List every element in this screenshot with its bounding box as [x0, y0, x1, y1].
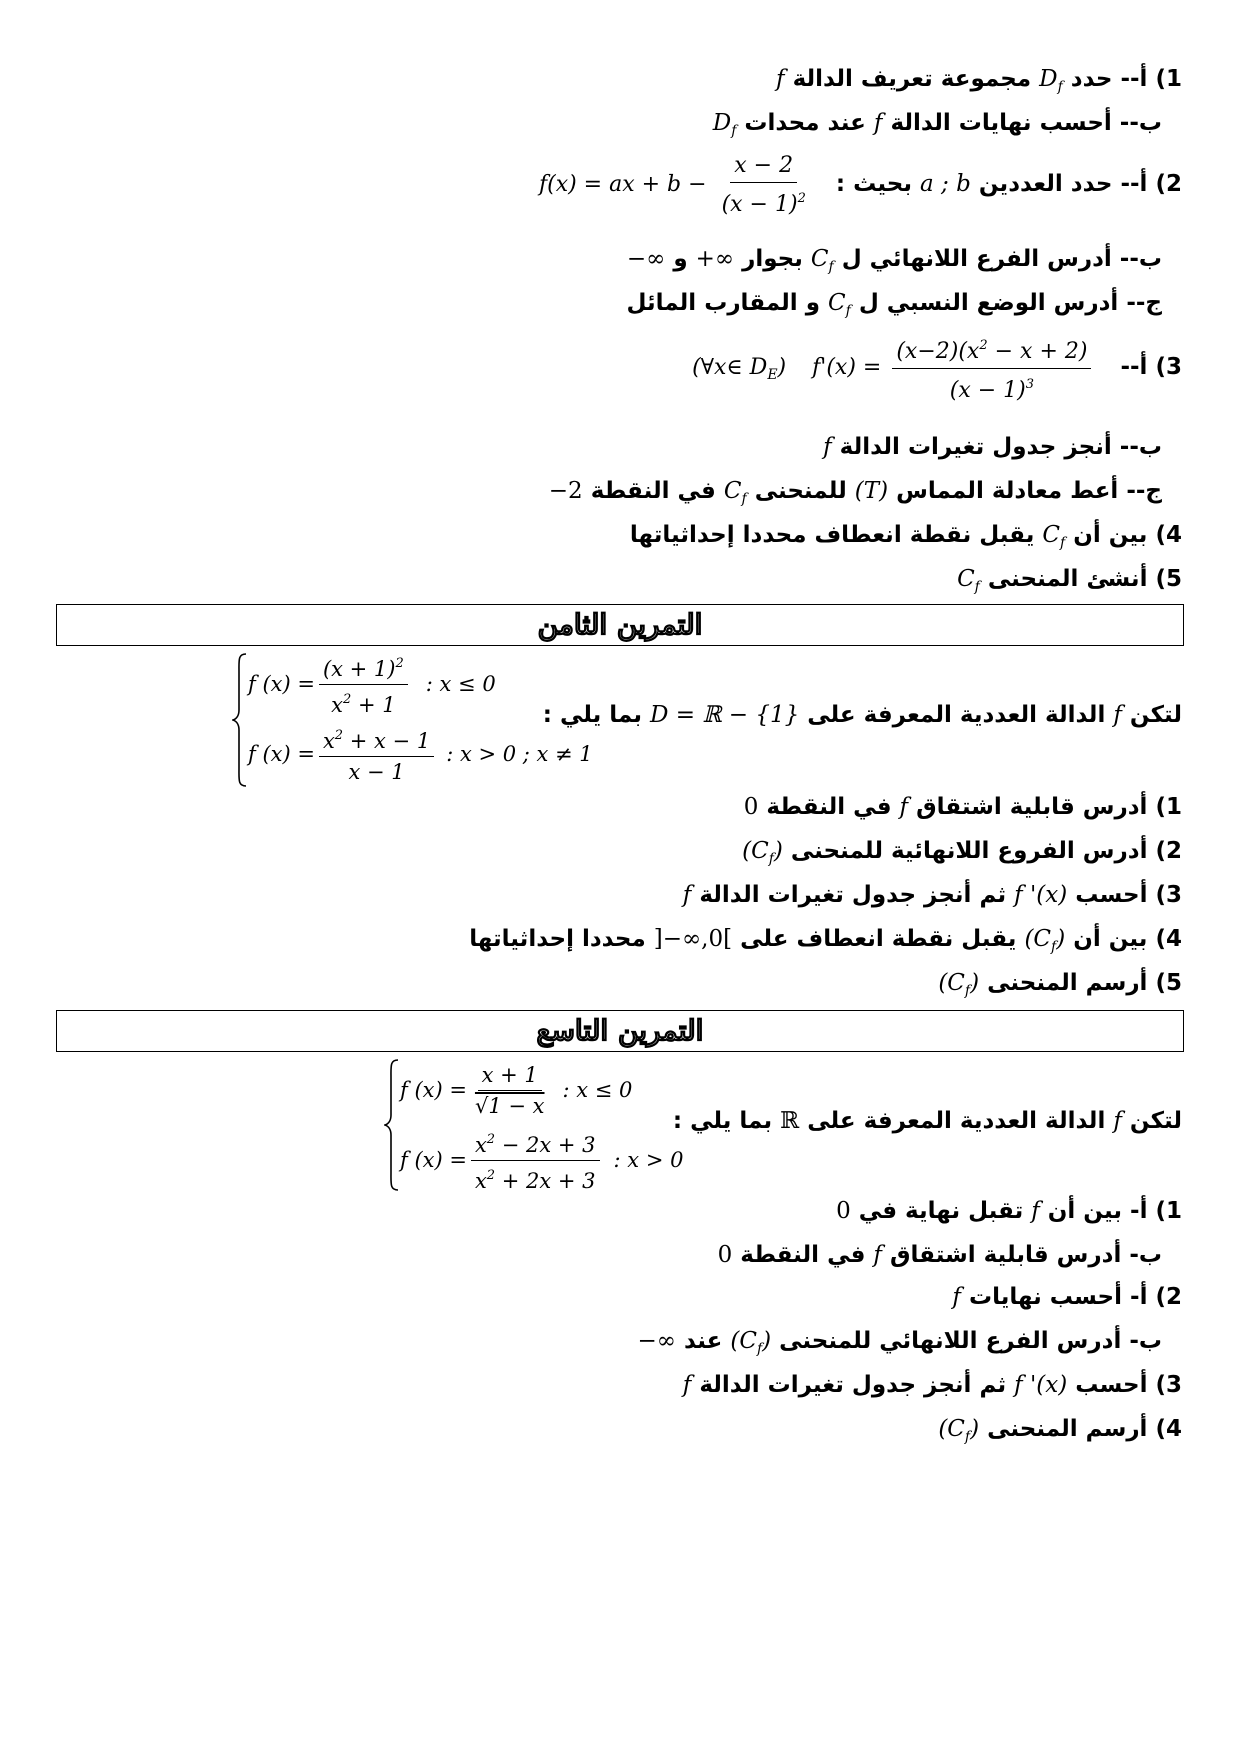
question-text: و المقارب المائل	[626, 290, 820, 316]
ex9-q4	[938, 1414, 1182, 1448]
ex7-q4	[630, 520, 1182, 554]
ex8-q3	[683, 880, 1182, 914]
math-var: f	[873, 1242, 882, 1268]
question-number: 3)	[1155, 354, 1182, 380]
exercise-title: التمرين الثامن	[537, 608, 703, 641]
math-var: f	[1113, 1108, 1122, 1134]
ex9-piecewise-system	[384, 1058, 714, 1192]
ex7-q3b	[823, 432, 1162, 466]
ex9-q2a	[952, 1282, 1182, 1316]
ex7-q2c	[626, 288, 1162, 322]
question-number: 4)	[1155, 522, 1182, 548]
question-text: ب-- أنجز جدول تغيرات الدالة	[839, 434, 1162, 460]
question-text: عند	[683, 1328, 723, 1354]
ex8-q5	[938, 968, 1182, 1002]
math-symbol: $C_f$	[828, 290, 851, 319]
question-text: للمنحنى	[754, 478, 847, 504]
question-text: يقبل نقطة انعطاف محددا إحداثياتها	[629, 522, 1035, 548]
question-text: ب- أدرس الفرع اللانهائي للمنحنى	[779, 1328, 1162, 1354]
math-symbol: $C_f$	[1042, 522, 1066, 551]
question-number: 2)	[1155, 171, 1182, 197]
math-symbol: $C_f$	[810, 246, 834, 275]
math-domain: ℝ	[780, 1108, 800, 1134]
math-point: 0	[836, 1198, 851, 1224]
question-text: أ- أحسب نهايات	[968, 1284, 1148, 1310]
question-number: 1)	[1155, 66, 1182, 92]
ex7-q5	[957, 564, 1182, 598]
question-text: بين أن	[1073, 522, 1148, 548]
question-text: في النقطة	[766, 794, 892, 820]
question-text: و	[673, 246, 688, 272]
ex9-q1a	[836, 1196, 1182, 1230]
math-var: f	[873, 110, 883, 136]
domain-condition: (∀x∈ $D_E$)	[692, 355, 787, 383]
question-text: أرسم المنحنى	[987, 1416, 1148, 1442]
ex8-q4	[469, 924, 1182, 958]
ex8-q2	[742, 836, 1182, 870]
intro-text: لتكن	[1129, 1108, 1182, 1134]
equation: f(x) = ax + b − $\frac{x - 2}{(x - 1)^2}$	[538, 152, 806, 217]
ex7-q3a	[692, 328, 1182, 406]
question-text: بجوار	[742, 246, 803, 272]
math-var: f	[682, 882, 692, 908]
derivative-equation: f'(x) = $\frac{(x-2)(x^2 - x + 2)}{(x - 1)^3}$	[812, 355, 1102, 380]
math-symbol: $D_f$	[1039, 66, 1063, 95]
intro-text: بما يلي :	[672, 1108, 773, 1134]
question-text: ب-- أدرس الفرع اللانهائي ل	[841, 246, 1162, 272]
question-number: 2)	[1155, 1284, 1182, 1310]
question-number: 5)	[1155, 566, 1182, 592]
question-text: عند محدات	[744, 110, 866, 136]
math-symbol: $C_f$	[723, 478, 747, 507]
question-number: 1)	[1155, 794, 1182, 820]
math-point: 0	[717, 1242, 733, 1268]
math-point: −2	[548, 478, 583, 504]
math-var: f	[1113, 702, 1122, 728]
math-curve: $(C_f)$	[938, 1416, 980, 1445]
question-text: أ-- حدد العددين	[978, 171, 1148, 197]
math-curve: $(C_f)$	[730, 1328, 772, 1357]
math-inf: −∞	[626, 246, 666, 272]
question-text: أدرس الفروع اللانهائية للمنحنى	[790, 838, 1148, 864]
question-text: في النقطة	[740, 1242, 866, 1268]
exercise-title: التمرين التاسع	[536, 1014, 704, 1047]
math-domain: D = ℝ − {1}	[649, 702, 800, 728]
question-text: أحسب	[1075, 882, 1148, 908]
question-text: يقبل نقطة انعطاف على	[740, 926, 1017, 952]
question-number: 4)	[1155, 926, 1182, 952]
math-var: f	[682, 1372, 692, 1398]
ex7-q2b	[627, 244, 1162, 278]
ex8-title-box	[56, 604, 1184, 646]
ex7-q1a	[776, 64, 1182, 98]
left-brace-icon	[384, 1058, 400, 1192]
ex7-q2a	[539, 148, 1182, 220]
math-var: f	[899, 794, 909, 820]
ex7-q3c	[549, 476, 1162, 510]
question-number: 5)	[1155, 970, 1182, 996]
ex9-piece-2: f (x) = $\frac{x^2 - 2x + 3}{x^2 + 2x + 3}$ : x > 0	[400, 1128, 683, 1192]
question-text: أ--	[1120, 354, 1148, 380]
question-text: محددا إحداثياتها	[469, 926, 646, 952]
ex9-piece-1: f (x) = $\frac{x + 1}{√1 - x}$ : x ≤ 0	[400, 1062, 633, 1118]
math-curve: $(C_f)$	[938, 970, 980, 999]
ex7-q1b	[713, 108, 1162, 142]
intro-text: الدالة العددية المعرفة على	[807, 1108, 1106, 1134]
question-text: بحيث :	[835, 171, 913, 197]
math-point: 0	[743, 794, 759, 820]
math-curve: $(C_f)$	[1024, 926, 1066, 955]
math-symbol: $D_f$	[712, 110, 737, 139]
question-text: ب- أدرس قابلية اشتقاق	[889, 1242, 1162, 1268]
ex9-q2b	[638, 1326, 1162, 1360]
ex8-piece-2: f (x) = $\frac{x^2 + x - 1}{x - 1}$ : x > 0 ; x ≠ 1	[248, 722, 593, 786]
question-text: أنشئ المنحنى	[987, 566, 1148, 592]
question-text: ثم أنجز جدول تغيرات الدالة	[699, 1372, 1007, 1398]
question-text: أرسم المنحنى	[987, 970, 1148, 996]
question-text: ج-- أعط معادلة المماس	[896, 478, 1162, 504]
math-var: f	[952, 1284, 961, 1310]
question-text: ج-- أدرس الوضع النسبي ل	[858, 290, 1162, 316]
math-inf: +∞	[695, 246, 735, 272]
math-var: f	[1031, 1198, 1040, 1224]
question-text: مجموعة تعريف الدالة	[792, 66, 1032, 92]
ex9-q3	[683, 1370, 1182, 1404]
math-derivative: f '(x)	[1014, 1372, 1068, 1398]
question-number: 4)	[1155, 1416, 1182, 1442]
ex9-q1b	[718, 1240, 1162, 1274]
math-symbol: $C_f$	[957, 566, 980, 595]
ex8-intro	[543, 700, 1182, 734]
question-text: ثم أنجز جدول تغيرات الدالة	[699, 882, 1007, 908]
intro-text: بما يلي :	[542, 702, 642, 728]
math-var: f	[823, 434, 832, 460]
left-brace-icon	[232, 652, 248, 788]
tangent-symbol: (T)	[854, 478, 889, 504]
ex8-q1	[744, 792, 1182, 826]
question-number: 2)	[1155, 838, 1182, 864]
question-text: بين أن	[1073, 926, 1148, 952]
question-text: أ- بين أن	[1047, 1198, 1148, 1224]
math-interval: ]−∞,0[	[653, 926, 733, 952]
ex8-piece-1: f (x) = $\frac{(x + 1)^2}{x^2 + 1}$ : x ≤ 0	[248, 652, 496, 716]
question-number: 3)	[1155, 882, 1182, 908]
intro-text: لتكن	[1129, 702, 1182, 728]
question-number: 1)	[1155, 1198, 1182, 1224]
question-text: أحسب	[1075, 1372, 1148, 1398]
intro-text: الدالة العددية المعرفة على	[807, 702, 1106, 728]
math-vars: a ; b	[920, 171, 971, 197]
math-derivative: f '(x)	[1014, 882, 1068, 908]
math-var: f	[776, 66, 785, 92]
question-text: أدرس قابلية اشتقاق	[916, 794, 1148, 820]
question-text: في النقطة	[590, 478, 716, 504]
question-number: 3)	[1155, 1372, 1182, 1398]
math-curve: $(C_f)$	[742, 838, 783, 867]
question-text: ب-- أحسب نهايات الدالة	[890, 110, 1162, 136]
math-inf: −∞	[637, 1328, 676, 1354]
question-text: أ-- حدد	[1070, 66, 1148, 92]
ex9-intro	[673, 1106, 1182, 1140]
question-text: تقبل نهاية في	[858, 1198, 1024, 1224]
ex9-title-box	[56, 1010, 1184, 1052]
